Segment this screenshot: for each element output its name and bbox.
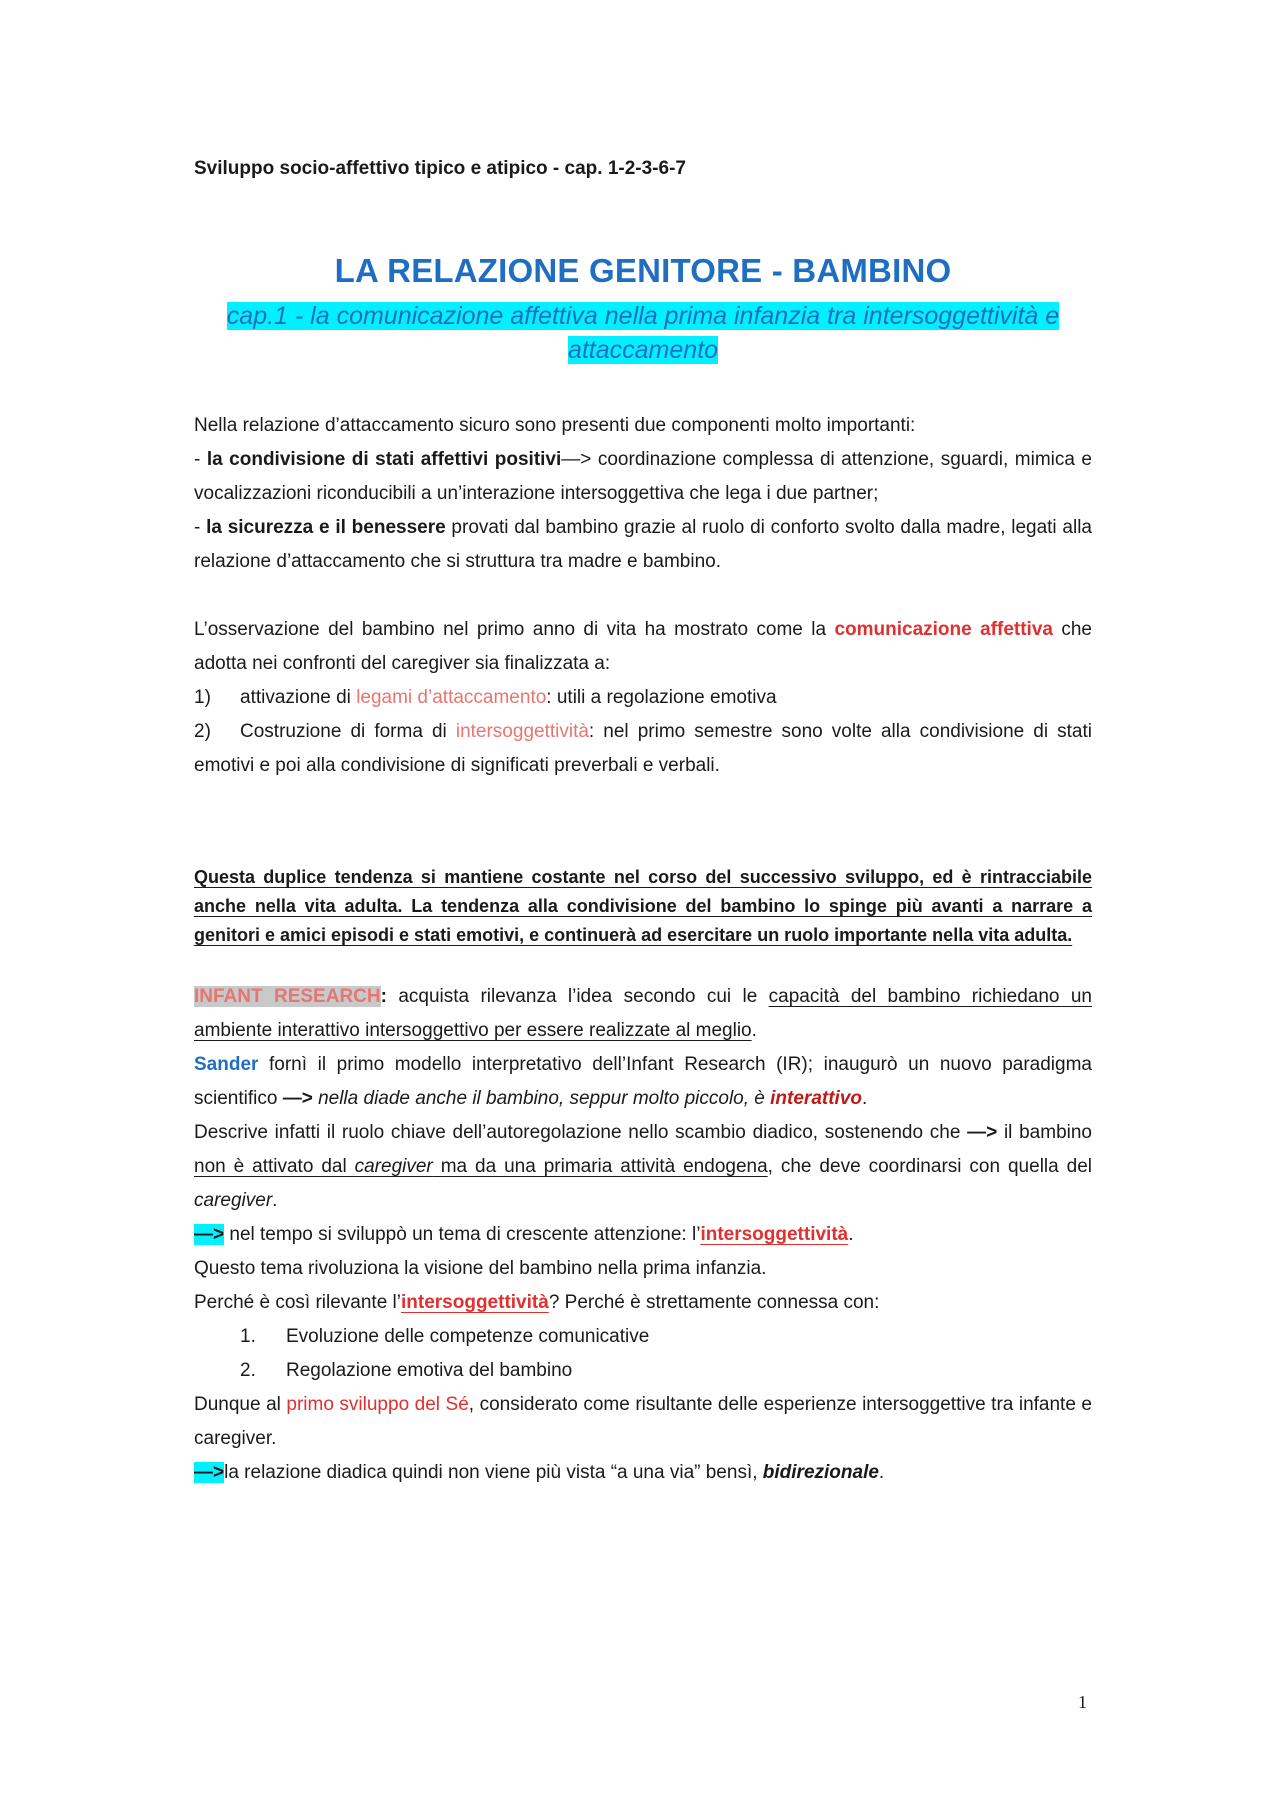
text-run: ? Perché è strettamente connessa con: (548, 1292, 880, 1313)
text-run: ma da una primaria attività endogena (432, 1156, 768, 1177)
chapter-subtitle (194, 299, 1092, 367)
text-run: - (194, 517, 207, 538)
list-number: 2) (194, 721, 211, 742)
relevance-list-item (194, 1320, 1092, 1354)
self-development-paragraph (194, 1388, 1092, 1456)
observation-section (194, 613, 1092, 783)
text-run: bidirezionale (762, 1462, 879, 1483)
text-run: —> (282, 1088, 319, 1109)
text-run: : utili a regolazione emotiva (546, 687, 777, 708)
text-run: INFANT RESEARCH (194, 986, 381, 1007)
list-item-text (194, 721, 1092, 776)
text-run: comunicazione affettiva (834, 619, 1053, 640)
text-run: intersoggettività (700, 1224, 849, 1245)
chapter-subtitle-text: cap.1 - la comunicazione affettiva nella prima infanzia tra intersoggettività e attaccamento (226, 302, 1060, 364)
text-run: il bambino (997, 1122, 1092, 1143)
text-run: provati dal bambino grazie al ruolo di conforto svolto dalla madre, legati alla relazione d’attaccamento che si struttura tra madre e bambino. (194, 517, 1092, 572)
text-run: acquista rilevanza l’idea secondo cui le (398, 986, 769, 1007)
text-run: Perché è così rilevante l’ (194, 1292, 401, 1313)
intro-bullet-security (194, 511, 1092, 579)
text-run: intersoggettività (401, 1292, 549, 1313)
infant-research-definition (194, 980, 1092, 1048)
text-run: che adotta nei confronti del caregiver sia finalizzata a: (194, 619, 1092, 674)
text-run: —> (194, 1224, 225, 1245)
page-content (194, 155, 1092, 1490)
observation-list-item (194, 715, 1092, 783)
page-number: 1 (1078, 1692, 1087, 1712)
main-title: LA RELAZIONE GENITORE - BAMBINO (334, 252, 952, 289)
text-run: primo sviluppo del Sé (286, 1394, 469, 1415)
text-run: Costruzione di forma di (240, 721, 456, 742)
text-run: capacità del bambino richiedano un ambiente interattivo intersoggettivo per essere realizzate al meglio (194, 986, 1092, 1041)
intersubjectivity-theme (194, 1218, 1092, 1252)
text-run: . (751, 1020, 757, 1041)
text-run: Dunque al (194, 1394, 287, 1415)
list-item-text (240, 681, 777, 715)
text-run: . (848, 1224, 854, 1245)
text-run: la sicurezza e il benessere (206, 517, 446, 538)
text-run: attivazione di (240, 687, 357, 708)
document-header: Sviluppo socio-affettivo tipico e atipico - cap. 1-2-3-6-7 (194, 158, 686, 179)
text-run: fornì il primo modello interpretativo dell’Infant Research (IR); inaugurò un nuovo paradigma scientifico (194, 1054, 1092, 1109)
list-item-text: Regolazione emotiva del bambino (286, 1360, 573, 1381)
text-run: , che deve coordinarsi con quella del (767, 1156, 1092, 1177)
text-run: Nella relazione d’attaccamento sicuro sono presenti due componenti molto importanti: (194, 415, 916, 436)
text-run: intersoggettività (455, 721, 589, 742)
revolution-sentence (194, 1252, 1092, 1286)
text-run: . (878, 1462, 885, 1483)
list-number: 1) (194, 687, 211, 708)
relevance-list-item (194, 1354, 1092, 1388)
list-number: 1. (240, 1326, 256, 1347)
infant-research-section (194, 980, 1092, 1490)
text-run: —> (967, 1122, 998, 1143)
text-run: Descrive infatti il ruolo chiave dell’autoregolazione nello scambio diadico, sostenendo che (194, 1122, 968, 1143)
text-run: interattivo (770, 1088, 862, 1109)
text-run: L’osservazione del bambino nel primo anno di vita ha mostrato come la (194, 619, 835, 640)
text-run: —> coordinazione complessa di attenzione, sguardi, mimica e vocalizzazioni riconducibili a un’interazione intersoggettiva che lega i due partner; (194, 449, 1092, 504)
text-run: legami d’attaccamento (356, 687, 547, 708)
text-run: . (862, 1088, 868, 1109)
relevance-question (194, 1286, 1092, 1320)
autoregulation-paragraph (194, 1116, 1092, 1218)
text-run: nella diade anche il bambino, seppur molto piccolo, è (318, 1088, 771, 1109)
text-run: : nel primo semestre sono volte alla condivisione di stati emotivi e poi alla condivisione di significati preverbali e verbali. (194, 721, 1092, 776)
text-run: . (272, 1190, 278, 1211)
text-run: la condivisione di stati affettivi positivi (206, 449, 562, 470)
text-run: Sander (194, 1054, 259, 1075)
text-run: , considerato come risultante delle esperienze intersoggettive tra infante e caregiver. (194, 1394, 1092, 1449)
intro-paragraph (194, 409, 1092, 443)
text-run: caregiver (194, 1190, 273, 1211)
text-run: la relazione diadica quindi non viene più vista “a una via” bensì, (224, 1462, 763, 1483)
observation-list-item (194, 681, 1092, 715)
intro-section (194, 409, 1092, 579)
tendency-paragraph: Questa duplice tendenza si mantiene costante nel corso del successivo sviluppo, ed è rintracciabile anche nella vita adulta. La tendenza alla condivisione del bambino lo spinge più avanti a narrare a genitori e amici episodi e stati emotivi, e continuerà ad esercitare un ruolo importante nella vita adulta. (194, 867, 1092, 945)
observation-paragraph (194, 613, 1092, 681)
text-run: non è attivato dal (194, 1156, 355, 1177)
text-run: caregiver (354, 1156, 433, 1177)
text-run: : (380, 986, 399, 1007)
list-number: 2. (240, 1360, 256, 1381)
intro-bullet-positive-states (194, 443, 1092, 511)
sander-paragraph (194, 1048, 1092, 1116)
list-item-text: Evoluzione delle competenze comunicative (286, 1326, 650, 1347)
bidirectional-paragraph (194, 1456, 1092, 1490)
text-run: nel tempo si sviluppò un tema di crescente attenzione: l’ (224, 1224, 701, 1245)
text-run: - (194, 449, 207, 470)
text-run: Questo tema rivoluziona la visione del bambino nella prima infanzia. (194, 1258, 767, 1279)
text-run: —> (194, 1462, 225, 1483)
